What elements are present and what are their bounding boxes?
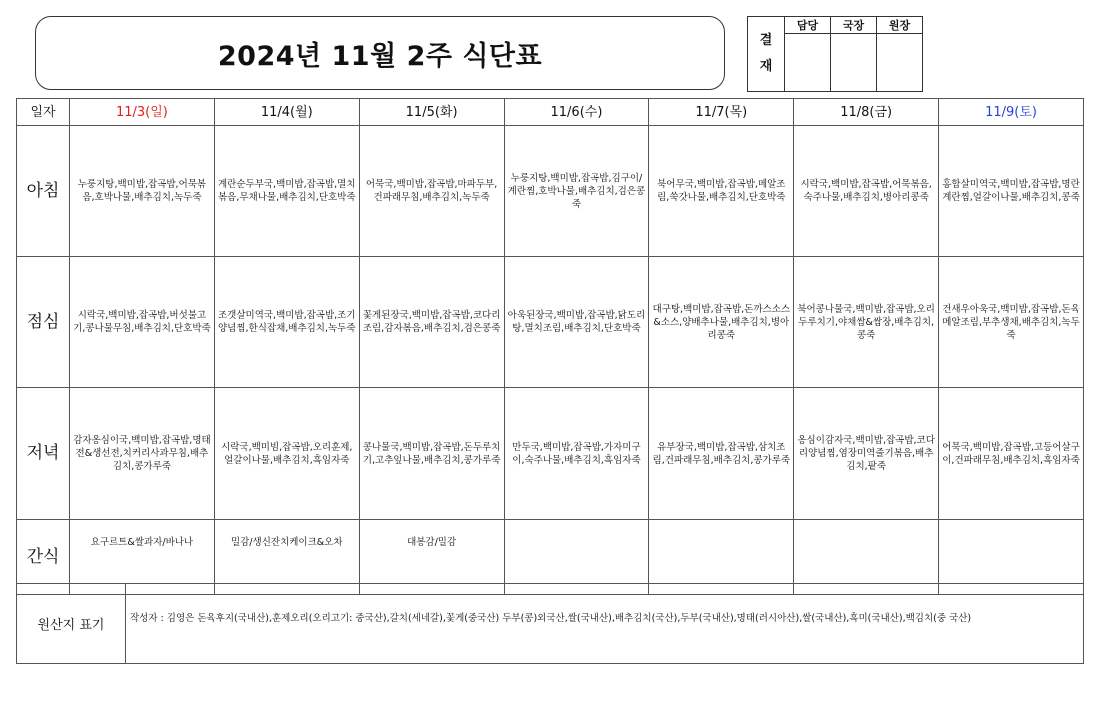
menu-cell: 홍합살미역국,백미밥,잡곡밥,명란계란찜,얼갈이나물,배추김치,콩죽 [939, 126, 1084, 257]
menu-cell: 시락국,백미밥,잡곡밥,버섯불고기,콩나물무침,배추김치,단호박죽 [70, 257, 215, 388]
origin-section [16, 583, 1084, 664]
menu-cell: 시락국,백미빔,잡곡밥,오리훈제,얼갈이나물,배추김치,흑임자죽 [214, 388, 359, 520]
menu-cell: 계란순두부국,백미밥,잡곡밥,멸치볶음,무채나물,배추김치,단호박죽 [214, 126, 359, 257]
menu-cell: 누룽지탕,백미밥,잡곡밥,김구이/계란찜,호박나물,배추김치,검은콩죽 [504, 126, 649, 257]
approval-side-label [748, 17, 785, 92]
menu-cell: 시락국,백미밥,잡곡밥,어묵볶음,숙주나물,배추김치,병아리콩죽 [794, 126, 939, 257]
date-header-label: 일자 [17, 99, 70, 126]
menu-cell: 요구르트&쌀과자/바나나 [70, 520, 215, 595]
menu-cell: 감자옹심이국,백미밥,잡곡밥,명태전&생선전,치커리사과무침,배추김치,콩가루죽 [70, 388, 215, 520]
dinner-row [17, 388, 1084, 520]
date-header-row [17, 99, 1084, 126]
date-sat: 11/9(토) [939, 99, 1084, 126]
menu-cell: 유부장국,백미밥,잡곡밥,삼치조림,건파래무침,배추김치,콩가루죽 [649, 388, 794, 520]
menu-cell: 꽃게된장국,백미밥,잡곡밥,코다리조림,감자볶음,배추김치,검은콩죽 [359, 257, 504, 388]
date-fri: 11/8(금) [794, 99, 939, 126]
lunch-row [17, 257, 1084, 388]
menu-cell: 누룽지탕,백미밥,잡곡밥,어묵볶음,호박나물,배추김치,녹두죽 [70, 126, 215, 257]
approval-header-principal: 원장 [877, 17, 923, 34]
approval-header-staff: 담당 [785, 17, 831, 34]
menu-cell: 밀감/생신잔치케이크&오차 [214, 520, 359, 595]
meal-label-breakfast: 아침 [17, 126, 70, 257]
origin-text: 작성자 : 김영은 돈육후지(국내산),훈제오리(오리고기: 중국산),갈치(세네갈),꽃게(중국산) 두부(콩)외국산,쌀(국내산),배추김치(국산),두부(국내산),명태(러시아산),쌀(국내산),흑미(국내산),백김치(중 국산) [130, 613, 972, 624]
approval-box [747, 16, 923, 92]
menu-cell: 옹심이감자국,백미밥,잡곡밥,코다리양념찜,염장미역줄기볶음,배추김치,팥죽 [794, 388, 939, 520]
date-thu: 11/7(목) [649, 99, 794, 126]
meal-label-lunch: 점심 [17, 257, 70, 388]
breakfast-row [17, 126, 1084, 257]
menu-cell: 어묵국,백미밥,잡곡밥,고등어살구이,건파래무침,배추김치,흑임자죽 [939, 388, 1084, 520]
approval-header-director: 국장 [831, 17, 877, 34]
date-wed: 11/6(수) [504, 99, 649, 126]
meal-label-snack: 간식 [17, 520, 70, 595]
menu-cell: 콩나물국,백미밥,잡곡밥,돈두루치기,고추잎나물,배추김치,콩가루죽 [359, 388, 504, 520]
menu-cell: 북어콩나물국,백미밥,잡곡밥,오리두루치기,야채쌈&쌈장,배추김치,콩죽 [794, 257, 939, 388]
menu-cell: 대구탕,백미밥,잡곡밥,돈까스소스&소스,양배추나물,배추김치,병아리콩죽 [649, 257, 794, 388]
title-box [35, 16, 725, 90]
approval-signature-principal[interactable] [877, 34, 923, 92]
menu-cell: 대봉감/밀감 [359, 520, 504, 595]
date-tue: 11/5(화) [359, 99, 504, 126]
origin-label: 원산지 표기 [17, 584, 126, 663]
approval-side-label-1: 결 [759, 33, 773, 48]
page-title: 2024년 11월 2주 식단표 [217, 40, 543, 72]
menu-cell: 어묵국,백미밥,잡곡밥,마파두부,건파래무침,배추김치,녹두죽 [359, 126, 504, 257]
approval-signature-director[interactable] [831, 34, 877, 92]
menu-cell: 조갯살미역국,백미밥,잡곡밥,조기양념찜,한식잡채,배추김치,녹두죽 [214, 257, 359, 388]
menu-cell: 북어무국,백미밥,잡곡밥,메알조림,쑥갓나물,배추김치,단호박죽 [649, 126, 794, 257]
date-sun: 11/3(일) [70, 99, 215, 126]
meal-label-dinner: 저녁 [17, 388, 70, 520]
approval-side-label-2: 재 [759, 59, 773, 74]
menu-cell: 만두국,백미밥,잡곡밥,가자미구이,숙주나물,배추김치,흑임자죽 [504, 388, 649, 520]
menu-table [16, 98, 1084, 595]
approval-signature-staff[interactable] [785, 34, 831, 92]
menu-cell: 아욱된장국,백미밥,잡곡밥,닭도리탕,멸치조림,배추김치,단호박죽 [504, 257, 649, 388]
menu-cell: 건새우아욱국,백미밥,잡곡밥,돈육메알조림,부추생채,배추김치,녹두죽 [939, 257, 1084, 388]
date-mon: 11/4(월) [214, 99, 359, 126]
